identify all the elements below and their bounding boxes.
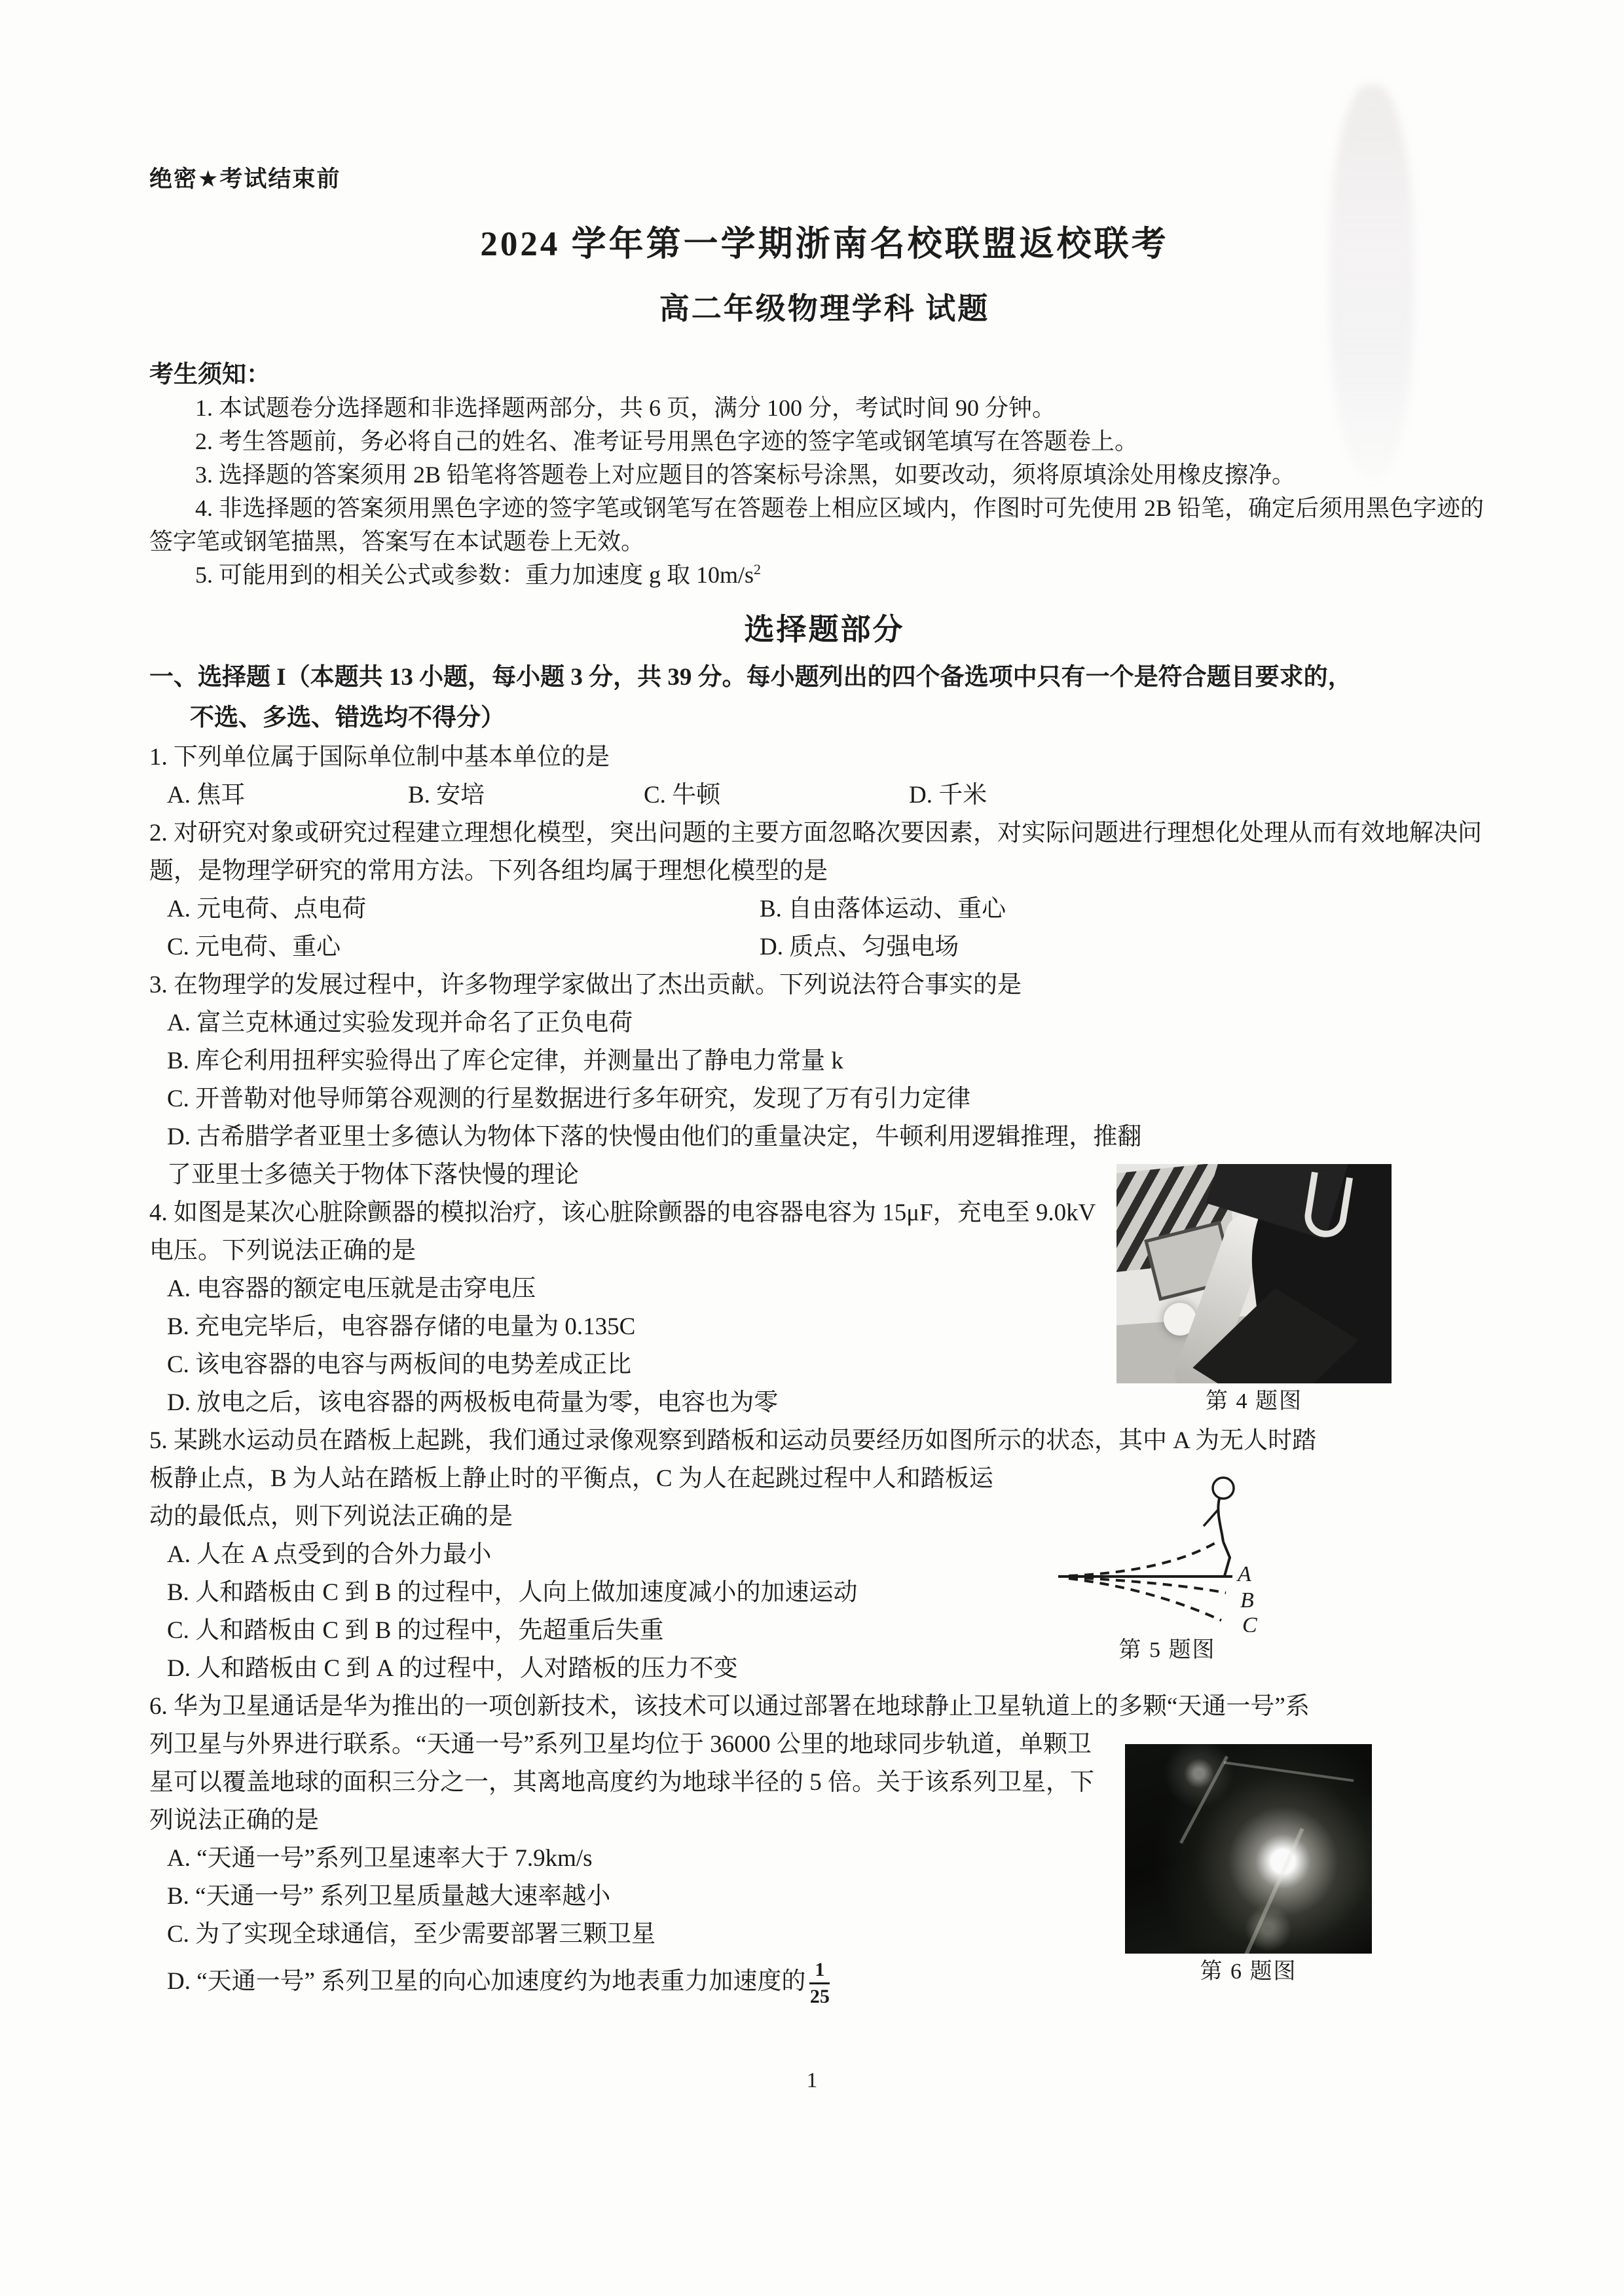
question-5-stem-rest: 板静止点，B 为人站在踏板上静止时的平衡点，C 为人在起跳过程中人和踏板运动的最低点，则下列说法正确的是: [149, 1465, 993, 1530]
question-2-option-b: B. 自由落体运动、重心: [760, 896, 1006, 922]
question-5-option-b: B. 人和踏板由 C 到 B 的过程中，人向上做加速度减小的加速运动: [167, 1579, 858, 1606]
diver-head: [1213, 1478, 1234, 1499]
exam-subtitle: 高二年级物理学科 试题: [659, 292, 990, 325]
label-a: A: [1238, 1562, 1251, 1586]
photo-streak: [1245, 1828, 1304, 1954]
question-6-figure: [1125, 1744, 1372, 1985]
question-2-options: [149, 890, 1500, 966]
question-5-option-a: A. 人在 A 点受到的合外力最小: [167, 1541, 492, 1568]
question-1-options: [149, 776, 1500, 814]
question-5-option-c: C. 人和踏板由 C 到 B 的过程中，先超重后失重: [167, 1617, 664, 1644]
springboard-diagram: [1054, 1468, 1280, 1632]
question-1-option-a: A. 焦耳: [167, 782, 246, 809]
notice-item-3: 3. 选择题的答案须用 2B 铅笔将答题卷上对应题目的答案标号涂黑，如要改动，须将原填涂处用橡皮擦净。: [195, 462, 1296, 488]
question-5-stem-line1: 5. 某跳水运动员在踏板上起跳，我们通过录像观察到踏板和运动员要经历如图所示的状态，其中 A 为无人时踏: [149, 1427, 1317, 1454]
diver-arm: [1204, 1509, 1219, 1526]
question-1-option-d: D. 千米: [909, 782, 987, 809]
fraction: [809, 1960, 830, 2007]
question-2-stem: 2. 对研究对象或研究过程建立理想化模型，突出问题的主要方面忽略次要因素，对实际问题进行理想化处理从而有效地解决问题，是物理学研究的常用方法。下列各组均属于理想化模型的是: [149, 820, 1482, 884]
board-down-dashed-b: [1069, 1577, 1226, 1593]
question-6-option-a: A. “天通一号”系列卫星速率大于 7.9km/s: [167, 1845, 593, 1872]
question-4-option-d: D. 放电之后，该电容器的两极板电荷量为零，电容也为零: [167, 1389, 779, 1416]
fraction-numerator: 1: [809, 1960, 830, 1984]
question-2-option-a: A. 元电荷、点电荷: [167, 896, 367, 922]
question-1-option-c: C. 牛顿: [644, 782, 721, 809]
question-1: [149, 738, 1500, 814]
question-3-stem: 3. 在物理学的发展过程中，许多物理学家做出了杰出贡献。下列说法符合事实的是: [149, 972, 1022, 998]
section-intro-line1: 一、选择题 I（本题共 13 小题，每小题 3 分，共 39 分。每小题列出的四个备选项中只有一个是符合题目要求的，: [149, 664, 1352, 691]
question-3-option-d: D. 古希腊学者亚里士多德认为物体下落的快慢由他们的重量决定，牛顿利用逻辑推理，推翻了亚里士多德关于物体下落快慢的理论: [167, 1123, 1142, 1188]
figure-4-caption: 第 4 题图: [1206, 1389, 1302, 1413]
question-6-stem-line1: 6. 华为卫星通话是华为推出的一项创新技术，该技术可以通过部署在地球静止卫星轨道上的多颗“天通一号”系: [149, 1693, 1310, 1720]
question-6-option-b: B. “天通一号” 系列卫星质量越大速率越小: [167, 1883, 611, 1910]
secrecy-label: 绝密★考试结束前: [149, 166, 341, 192]
photo-streak: [1179, 1756, 1228, 1844]
satellite-photo: [1125, 1744, 1372, 1954]
question-4-option-c: C. 该电容器的电容与两板间的电势差成正比: [167, 1351, 632, 1378]
question-3-option-a: A. 富兰克林通过实验发现并命名了正负电荷: [167, 1010, 633, 1036]
notice-item-2: 2. 考生答题前，务必将自己的姓名、准考证号用黑色字迹的签字笔或钢笔填写在答题卷上。: [195, 428, 1139, 454]
fraction-denominator: 25: [809, 1986, 830, 2007]
choice-section-heading: 选择题部分: [744, 613, 905, 646]
question-6-stem-rest: 列卫星与外界进行联系。“天通一号”系列卫星均位于 36000 公里的地球同步轨道，单颗卫星可以覆盖地球的面积三分之一，其离地高度约为地球半径的 5 倍。关于该系列卫星，下列说法正确的是: [149, 1731, 1094, 1834]
question-3-option-c: C. 开普勒对他导师第谷观测的行星数据进行多年研究，发现了万有引力定律: [167, 1085, 971, 1112]
question-6-option-d-text: D. “天通一号” 系列卫星的向心加速度约为地表重力加速度的: [167, 1967, 806, 1995]
question-2-option-c: C. 元电荷、重心: [167, 934, 341, 960]
question-1-option-b: B. 安培: [408, 782, 485, 809]
question-5-option-d: D. 人和踏板由 C 到 A 的过程中，人对踏板的压力不变: [167, 1655, 738, 1682]
question-6-option-c: C. 为了实现全球通信，至少需要部署三颗卫星: [167, 1921, 656, 1948]
squared-superscript: 2: [754, 561, 762, 577]
notice-section: [149, 357, 1500, 592]
question-6: [149, 1688, 1500, 2007]
photo-streak: [1224, 1761, 1354, 1782]
figure-6-caption: 第 6 题图: [1200, 1959, 1297, 1984]
notice-item-5-text: 5. 可能用到的相关公式或参数：重力加速度 g 取 10m/s: [195, 562, 754, 588]
notice-item-5: [149, 558, 1500, 592]
notice-item-1: 1. 本试题卷分选择题和非选择题两部分，共 6 页，满分 100 分，考试时间 90 分钟。: [195, 395, 1056, 421]
question-4-option-b: B. 充电完毕后，电容器存储的电量为 0.135C: [167, 1313, 636, 1340]
question-3-option-b: B. 库仑利用扭秤实验得出了库仑定律，并测量出了静电力常量 k: [167, 1048, 843, 1074]
question-4-stem: 4. 如图是某次心脏除颤器的模拟治疗，该心脏除颤器的电容器电容为 15μF，充电至 9.0kV 电压。下列说法正确的是: [149, 1199, 1096, 1264]
label-b: B: [1240, 1588, 1254, 1613]
page-number: 1: [806, 2069, 818, 2092]
question-5: [149, 1422, 1500, 1688]
section-intro-line2: 不选、多选、错选均不得分）: [190, 704, 505, 731]
question-1-stem: 1. 下列单位属于国际单位制中基本单位的是: [149, 744, 610, 771]
board-down-dashed-c: [1069, 1578, 1221, 1620]
question-2: [149, 814, 1500, 966]
figure-5-caption: 第 5 题图: [1118, 1638, 1216, 1662]
exam-title: 2024 学年第一学期浙南名校联盟返校联考: [480, 225, 1169, 263]
question-4: [149, 1194, 1500, 1422]
question-4-option-a: A. 电容器的额定电压就是击穿电压: [167, 1275, 536, 1302]
notice-item-4: 4. 非选择题的答案须用黑色字迹的签字笔或钢笔写在答题卷上相应区域内，作图时可先使用 2B 铅笔，确定后须用黑色字迹的签字笔或钢笔描黑，答案写在本试题卷上无效。: [149, 495, 1485, 555]
board-up-dashed: [1069, 1540, 1219, 1576]
question-5-figure: [1054, 1468, 1280, 1664]
notice-heading: 考生须知：: [149, 361, 270, 388]
question-2-option-d: D. 质点、匀强电场: [760, 934, 959, 960]
diver-body: [1218, 1499, 1223, 1542]
diver-legs: [1223, 1542, 1230, 1576]
label-c: C: [1242, 1613, 1257, 1632]
page-content: [149, 164, 1500, 2007]
